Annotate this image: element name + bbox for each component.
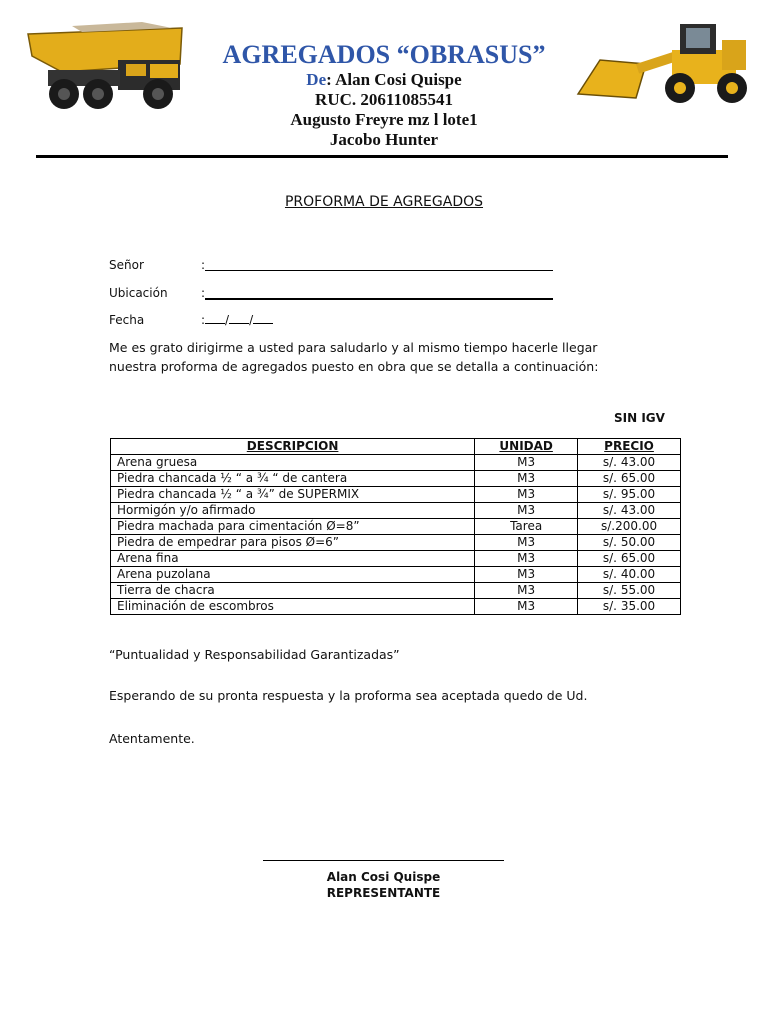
address-line-2: Jacobo Hunter — [329, 130, 439, 149]
cell-unidad: M3 — [475, 583, 578, 599]
signature-role: REPRESENTANTE — [326, 886, 441, 900]
price-table — [110, 438, 681, 615]
table-row — [111, 519, 681, 535]
senor-field[interactable] — [205, 255, 553, 271]
address-line-1: Augusto Freyre mz l lote1 — [290, 110, 478, 129]
cell-descripcion: Hormigón y/o afirmado — [111, 503, 475, 519]
ubicacion-label: Ubicación — [109, 286, 168, 300]
cell-descripcion: Arena puzolana — [111, 567, 475, 583]
cell-descripcion: Arena fina — [111, 551, 475, 567]
table-row — [111, 551, 681, 567]
cell-precio: s/. 95.00 — [578, 487, 681, 503]
month-blank — [229, 311, 249, 324]
cell-descripcion: Piedra chancada ½ “ a ¾ “ de cantera — [111, 471, 475, 487]
cell-precio: s/. 55.00 — [578, 583, 681, 599]
signature-line — [263, 860, 504, 861]
table-row — [111, 503, 681, 519]
cell-descripcion: Tierra de chacra — [111, 583, 475, 599]
slogan: “Puntualidad y Responsabilidad Garantizadas” — [109, 647, 400, 662]
cell-descripcion: Arena gruesa — [111, 455, 475, 471]
document-title: PROFORMA DE AGREGADOS — [284, 194, 484, 210]
senor-label: Señor — [109, 258, 144, 272]
table-row — [111, 599, 681, 615]
day-blank — [205, 311, 225, 324]
cell-unidad: M3 — [475, 535, 578, 551]
cell-precio: s/.200.00 — [578, 519, 681, 535]
cell-precio: s/. 65.00 — [578, 551, 681, 567]
cell-precio: s/. 65.00 — [578, 471, 681, 487]
cell-unidad: M3 — [475, 503, 578, 519]
table-row — [111, 487, 681, 503]
col-header-descripcion: DESCRIPCION — [111, 439, 475, 455]
table-row — [111, 583, 681, 599]
year-blank — [253, 311, 273, 324]
from-name: : Alan Cosi Quispe — [326, 70, 462, 89]
cell-unidad: M3 — [475, 567, 578, 583]
table-row — [111, 471, 681, 487]
table-header-row — [111, 439, 681, 455]
from-line — [0, 70, 768, 90]
cell-unidad: Tarea — [475, 519, 578, 535]
ubicacion-colon: : — [201, 286, 206, 300]
closing-paragraph: Esperando de su pronta respuesta y la proforma sea aceptada quedo de Ud. — [109, 688, 588, 703]
table-row — [111, 567, 681, 583]
intro-paragraph: Me es grato dirigirme a usted para saludarlo y al mismo tiempo hacerle llegar nuestra proforma de agregados puesto en obra que se detalla a continuación: — [109, 340, 599, 374]
cell-descripcion: Eliminación de escombros — [111, 599, 475, 615]
cell-precio: s/. 35.00 — [578, 599, 681, 615]
cell-descripcion: Piedra machada para cimentación Ø=8” — [111, 519, 475, 535]
cell-unidad: M3 — [475, 599, 578, 615]
signature-name: Alan Cosi Quispe — [326, 870, 441, 884]
col-header-unidad: UNIDAD — [475, 439, 578, 455]
cell-unidad: M3 — [475, 551, 578, 567]
from-label: De — [306, 70, 327, 89]
cell-precio: s/. 43.00 — [578, 455, 681, 471]
cell-unidad: M3 — [475, 471, 578, 487]
cell-unidad: M3 — [475, 487, 578, 503]
fecha-colon: : — [201, 313, 206, 327]
cell-precio: s/. 50.00 — [578, 535, 681, 551]
regards: Atentamente. — [109, 731, 195, 746]
table-row — [111, 535, 681, 551]
ubicacion-field[interactable] — [205, 283, 553, 300]
col-header-precio: PRECIO — [578, 439, 681, 455]
table-row — [111, 455, 681, 471]
header-divider — [36, 155, 728, 158]
cell-precio: s/. 40.00 — [578, 567, 681, 583]
cell-unidad: M3 — [475, 455, 578, 471]
sin-igv-note: SIN IGV — [614, 411, 665, 425]
cell-precio: s/. 43.00 — [578, 503, 681, 519]
cell-descripcion: Piedra de empedrar para pisos Ø=6” — [111, 535, 475, 551]
fecha-field[interactable]: : / / — [201, 311, 273, 327]
senor-colon: : — [201, 258, 206, 272]
cell-descripcion: Piedra chancada ½ “ a ¾” de SUPERMIX — [111, 487, 475, 503]
ruc-line: RUC. 20611085541 — [315, 90, 453, 109]
company-name: AGREGADOS “OBRASUS” — [222, 40, 546, 69]
fecha-label: Fecha — [109, 313, 145, 327]
